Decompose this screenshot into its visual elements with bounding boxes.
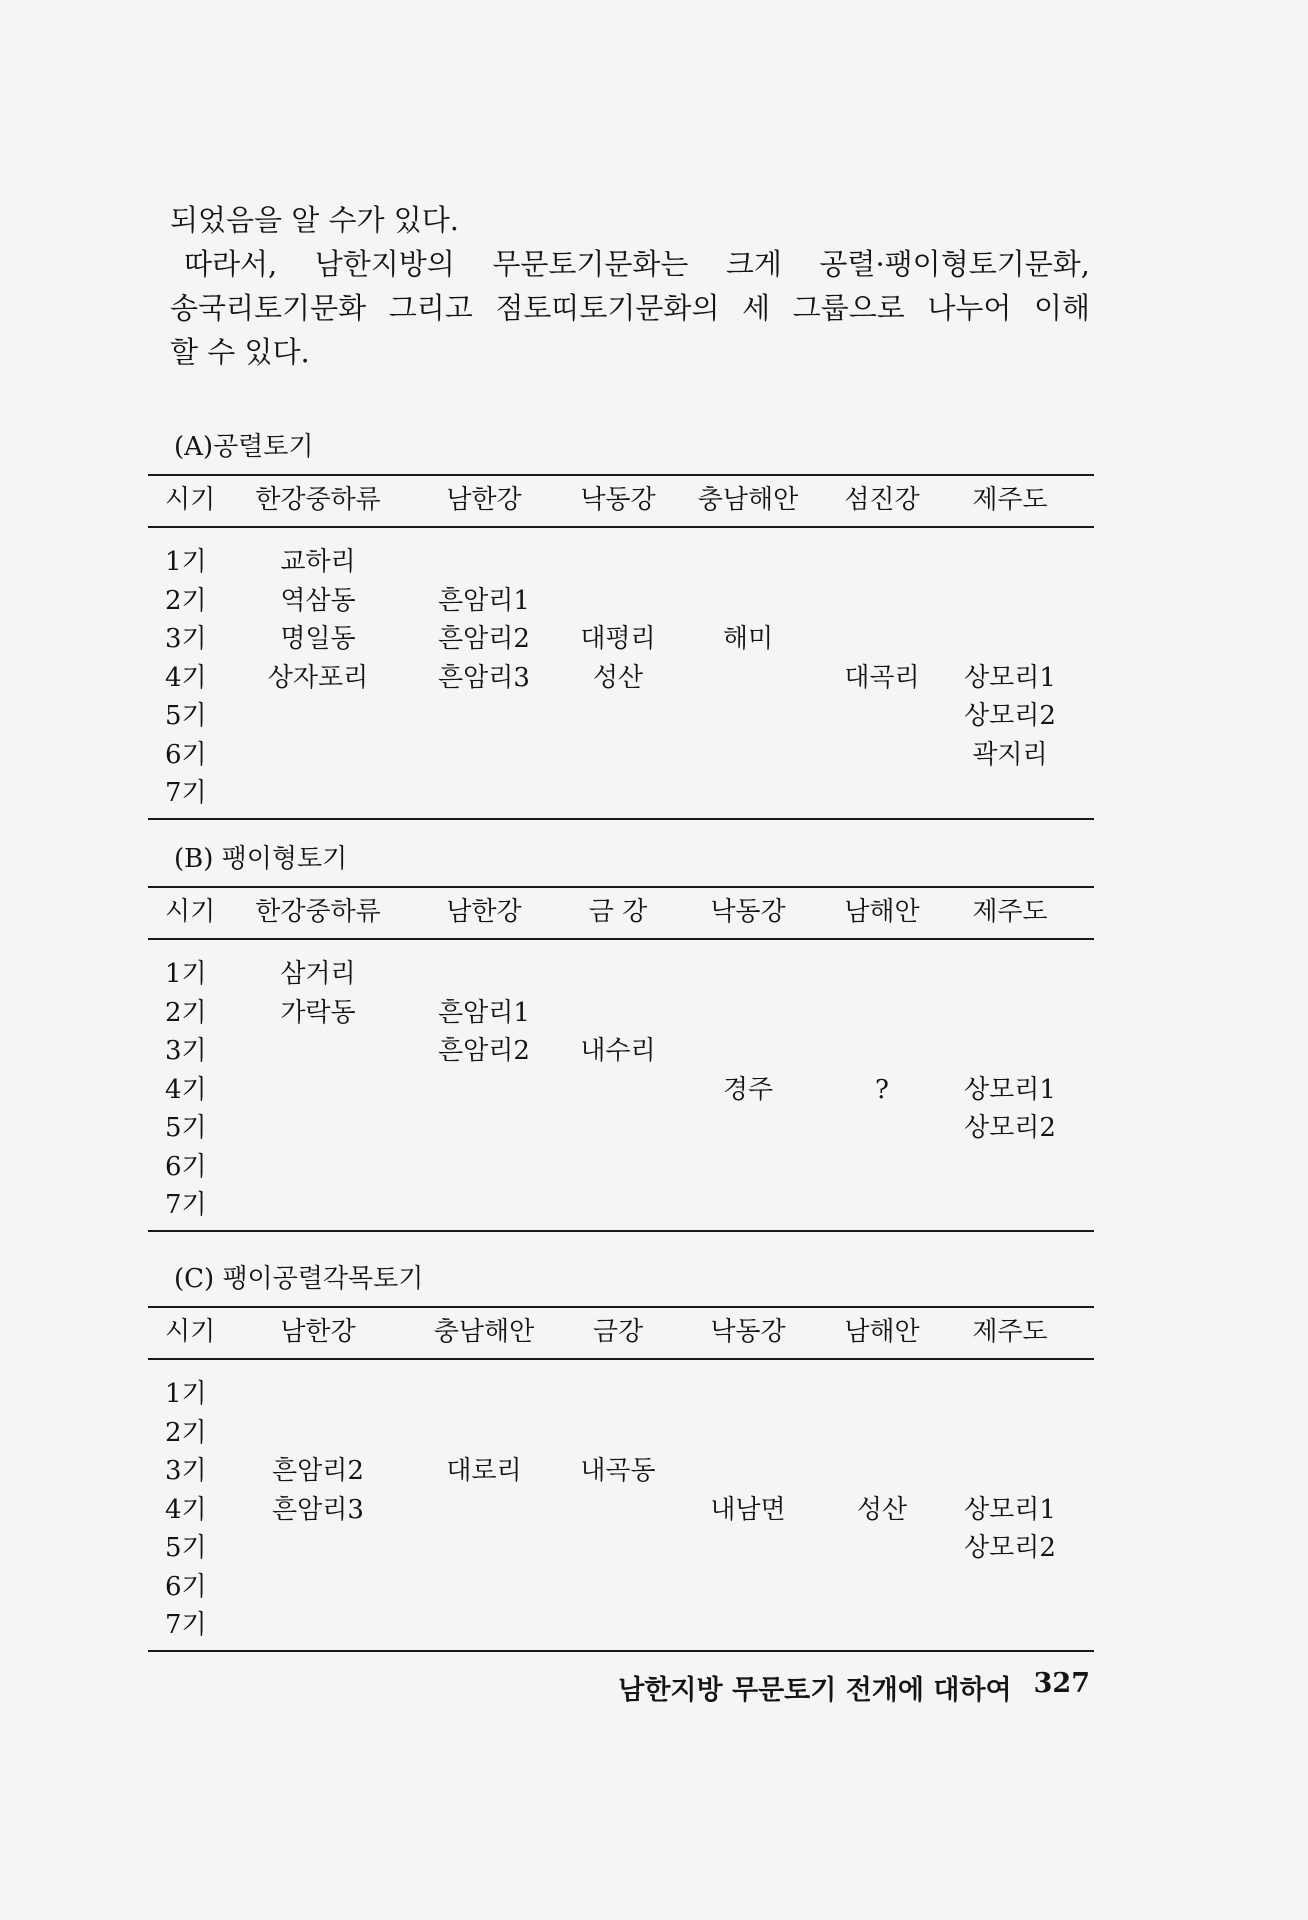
intro-paragraph xyxy=(170,198,1090,374)
column-header: 충남해안 xyxy=(433,1317,535,1347)
site-cell: 흔암리3 xyxy=(438,662,530,693)
site-cell: 대평리 xyxy=(580,624,656,654)
column-header: 제주도 xyxy=(972,897,1048,927)
period-label: 3기 xyxy=(165,1036,207,1066)
period-label: 5기 xyxy=(165,701,207,731)
table-header-rule xyxy=(148,526,1094,528)
intro-line: 할 수 있다. xyxy=(170,335,310,369)
table-bottom-rule xyxy=(148,818,1094,820)
site-cell: 삼거리 xyxy=(280,959,356,989)
period-label: 3기 xyxy=(165,624,207,654)
intro-word: 무문토기문화는 xyxy=(492,247,689,281)
site-cell: 흔암리1 xyxy=(438,997,530,1028)
period-label: 3기 xyxy=(165,1456,207,1486)
period-label: 6기 xyxy=(165,1151,207,1182)
column-header: 제주도 xyxy=(972,485,1048,515)
site-cell: 흔암리2 xyxy=(438,1036,530,1066)
column-header: 남해안 xyxy=(844,897,920,927)
site-cell: 흔암리3 xyxy=(272,1494,364,1525)
site-cell: 흔암리2 xyxy=(438,624,530,654)
column-header: 낙동강 xyxy=(710,1317,786,1347)
site-cell: 내수리 xyxy=(580,1036,656,1066)
period-label: 4기 xyxy=(165,1494,207,1525)
site-cell: 대곡리 xyxy=(844,662,920,693)
intro-word: 남한지방의 xyxy=(314,247,455,281)
column-header: 섬진강 xyxy=(844,485,920,515)
table-bottom-rule xyxy=(148,1230,1094,1232)
intro-word: 크게 xyxy=(725,247,782,281)
period-label: 2기 xyxy=(165,585,207,616)
column-header: 충남해안 xyxy=(697,485,799,515)
site-cell: 내곡동 xyxy=(580,1456,656,1486)
column-header: 남한강 xyxy=(446,897,522,927)
column-header: 시기 xyxy=(165,1317,216,1347)
period-label: 1기 xyxy=(165,547,207,577)
site-cell: 상모리2 xyxy=(964,1533,1056,1563)
column-header: 금강 xyxy=(592,1317,644,1347)
table-header-rule xyxy=(148,938,1094,940)
site-cell: 교하리 xyxy=(280,547,356,577)
site-cell: 상자포리 xyxy=(267,662,369,693)
period-label: 7기 xyxy=(165,1610,207,1640)
intro-word: 따라서, xyxy=(184,247,278,281)
site-cell: 상모리2 xyxy=(964,1113,1056,1143)
intro-word: 송국리토기문화 xyxy=(170,291,367,325)
site-cell: 상모리1 xyxy=(964,1074,1056,1105)
site-cell: 상모리1 xyxy=(964,1494,1056,1525)
column-header: 제주도 xyxy=(972,1317,1048,1347)
page-number: 327 xyxy=(1033,1668,1090,1699)
running-title: 남한지방 무문토기 전개에 대하여 xyxy=(618,1675,1012,1706)
period-label: 1기 xyxy=(165,959,207,989)
site-cell: 성산 xyxy=(856,1494,908,1525)
intro-line: 되었음을 알 수가 있다. xyxy=(170,203,459,237)
period-label: 4기 xyxy=(165,662,207,693)
intro-line xyxy=(170,242,1090,286)
intro-word: 공렬·팽이형토기문화, xyxy=(819,247,1090,281)
site-cell: 역삼동 xyxy=(280,585,356,616)
site-cell: 성산 xyxy=(592,662,644,693)
period-label: 1기 xyxy=(165,1379,207,1409)
intro-word: 이해 xyxy=(1033,291,1090,325)
table-top-rule xyxy=(148,474,1094,476)
period-label: 4기 xyxy=(165,1074,207,1105)
table-bottom-rule xyxy=(148,1650,1094,1652)
table-top-rule xyxy=(148,886,1094,888)
column-header: 낙동강 xyxy=(710,897,786,927)
site-cell: 해미 xyxy=(722,624,774,654)
period-label: 2기 xyxy=(165,997,207,1028)
intro-word: 그룹으로 xyxy=(792,291,905,325)
column-header: 낙동강 xyxy=(580,485,656,515)
period-label: 6기 xyxy=(165,739,207,770)
column-header: 남해안 xyxy=(844,1317,920,1347)
column-header: 남한강 xyxy=(280,1317,356,1347)
period-label: 6기 xyxy=(165,1571,207,1602)
site-cell: 흔암리2 xyxy=(272,1456,364,1486)
period-label: 7기 xyxy=(165,778,207,808)
column-header: 시기 xyxy=(165,897,216,927)
table-header-rule xyxy=(148,1358,1094,1360)
site-cell: 내남면 xyxy=(710,1494,786,1525)
table-title: (A)공렬토기 xyxy=(174,432,314,462)
column-header: 남한강 xyxy=(446,485,522,515)
column-header: 한강중하류 xyxy=(255,485,381,515)
intro-word: 나누어 xyxy=(927,291,1012,325)
table-title: (C) 팽이공렬각목토기 xyxy=(174,1264,424,1294)
column-header: 금 강 xyxy=(588,897,648,927)
period-label: 5기 xyxy=(165,1533,207,1563)
intro-word: 점토띠토기문화의 xyxy=(495,291,720,325)
period-label: 2기 xyxy=(165,1417,207,1448)
site-cell: 대로리 xyxy=(446,1456,522,1486)
column-header: 시기 xyxy=(165,485,216,515)
intro-line xyxy=(170,286,1090,330)
site-cell: 상모리1 xyxy=(964,662,1056,693)
intro-word: 세 xyxy=(742,291,771,325)
running-footer xyxy=(600,1668,1090,1707)
site-cell: ? xyxy=(875,1074,889,1105)
site-cell: 명일동 xyxy=(280,624,356,654)
site-cell: 가락동 xyxy=(280,997,356,1028)
period-label: 5기 xyxy=(165,1113,207,1143)
period-label: 7기 xyxy=(165,1190,207,1220)
site-cell: 흔암리1 xyxy=(438,585,530,616)
column-header: 한강중하류 xyxy=(255,897,381,927)
table-title: (B) 팽이형토기 xyxy=(174,844,348,874)
site-cell: 상모리2 xyxy=(964,701,1056,731)
site-cell: 경주 xyxy=(722,1074,774,1105)
intro-word: 그리고 xyxy=(388,291,473,325)
table-top-rule xyxy=(148,1306,1094,1308)
site-cell: 곽지리 xyxy=(972,739,1048,770)
